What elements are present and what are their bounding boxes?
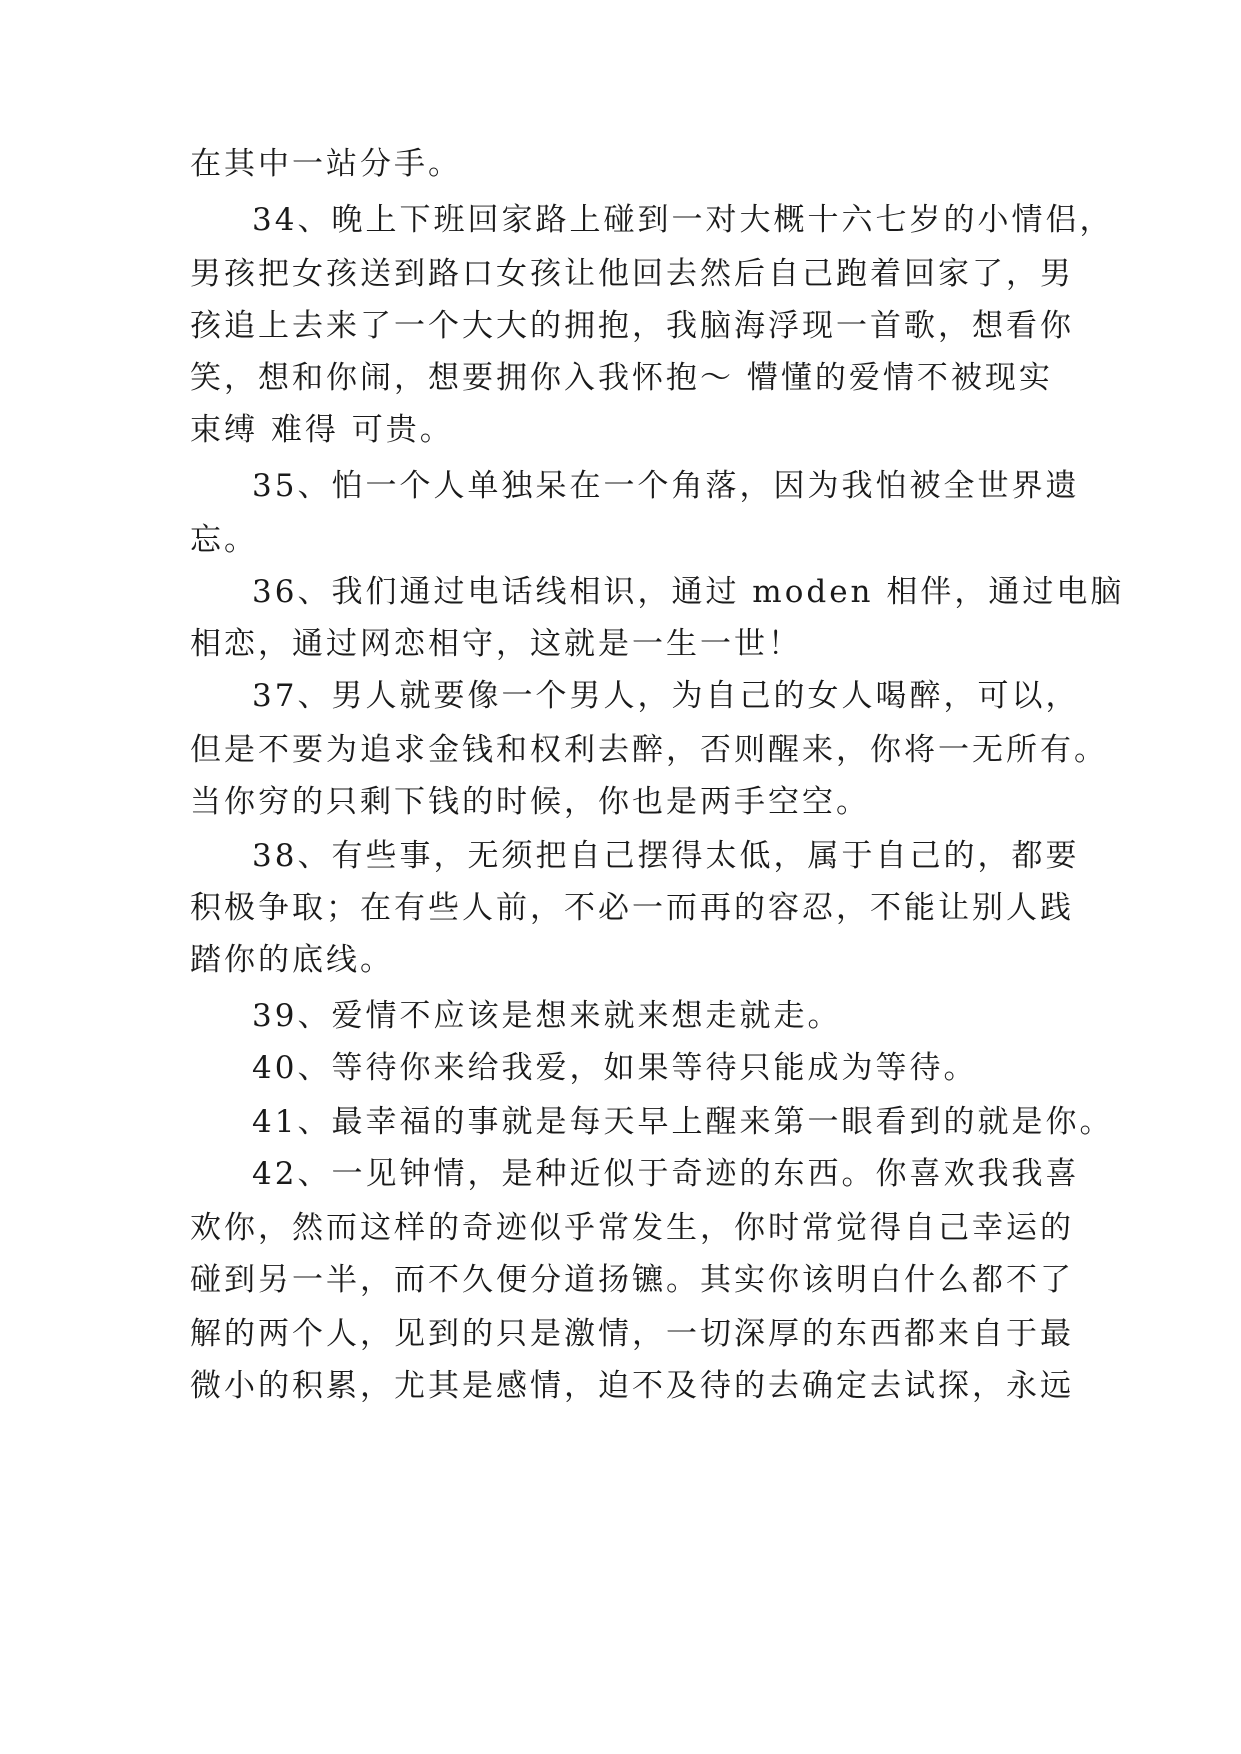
text-line: 39、爱情不应该是想来就来想走就走。 bbox=[252, 998, 842, 1034]
text-line: 36、我们通过电话线相识，通过 moden 相伴，通过电脑 bbox=[252, 574, 1125, 610]
text-line: 孩追上去来了一个大大的拥抱，我脑海浮现一首歌，想看你 bbox=[190, 308, 1074, 344]
text-line: 41、最幸福的事就是每天早上醒来第一眼看到的就是你。 bbox=[252, 1104, 1114, 1140]
text-line: 38、有些事，无须把自己摆得太低，属于自己的，都要 bbox=[252, 838, 1080, 874]
text-line: 笑，想和你闹，想要拥你入我怀抱～ 懵懂的爱情不被现实 bbox=[190, 360, 1053, 396]
text-line: 但是不要为追求金钱和权利去醉，否则醒来，你将一无所有。 bbox=[190, 732, 1108, 768]
text-line: 当你穷的只剩下钱的时候，你也是两手空空。 bbox=[190, 784, 870, 820]
text-line: 束缚 难得 可贵。 bbox=[190, 412, 454, 448]
text-line: 忘。 bbox=[190, 522, 258, 558]
text-line: 40、等待你来给我爱，如果等待只能成为等待。 bbox=[252, 1050, 978, 1086]
text-line: 微小的积累，尤其是感情，迫不及待的去确定去试探，永远 bbox=[190, 1368, 1074, 1404]
text-line: 碰到另一半，而不久便分道扬镳。其实你该明白什么都不了 bbox=[190, 1262, 1074, 1298]
text-line: 踏你的底线。 bbox=[190, 942, 394, 978]
text-line: 男孩把女孩送到路口女孩让他回去然后自己跑着回家了，男 bbox=[190, 256, 1074, 292]
text-line: 相恋，通过网恋相守，这就是一生一世！ bbox=[190, 626, 802, 662]
text-line: 解的两个人，见到的只是激情，一切深厚的东西都来自于最 bbox=[190, 1316, 1074, 1352]
text-line: 35、怕一个人单独呆在一个角落，因为我怕被全世界遗 bbox=[252, 468, 1080, 504]
text-line: 37、男人就要像一个男人，为自己的女人喝醉，可以， bbox=[252, 678, 1080, 714]
text-line: 34、晚上下班回家路上碰到一对大概十六七岁的小情侣， bbox=[252, 202, 1114, 238]
text-line: 欢你，然而这样的奇迹似乎常发生，你时常觉得自己幸运的 bbox=[190, 1210, 1074, 1246]
text-line: 42、一见钟情，是种近似于奇迹的东西。你喜欢我我喜 bbox=[252, 1156, 1080, 1192]
text-line: 在其中一站分手。 bbox=[190, 146, 462, 182]
text-line: 积极争取；在有些人前，不必一而再的容忍，不能让别人践 bbox=[190, 890, 1074, 926]
